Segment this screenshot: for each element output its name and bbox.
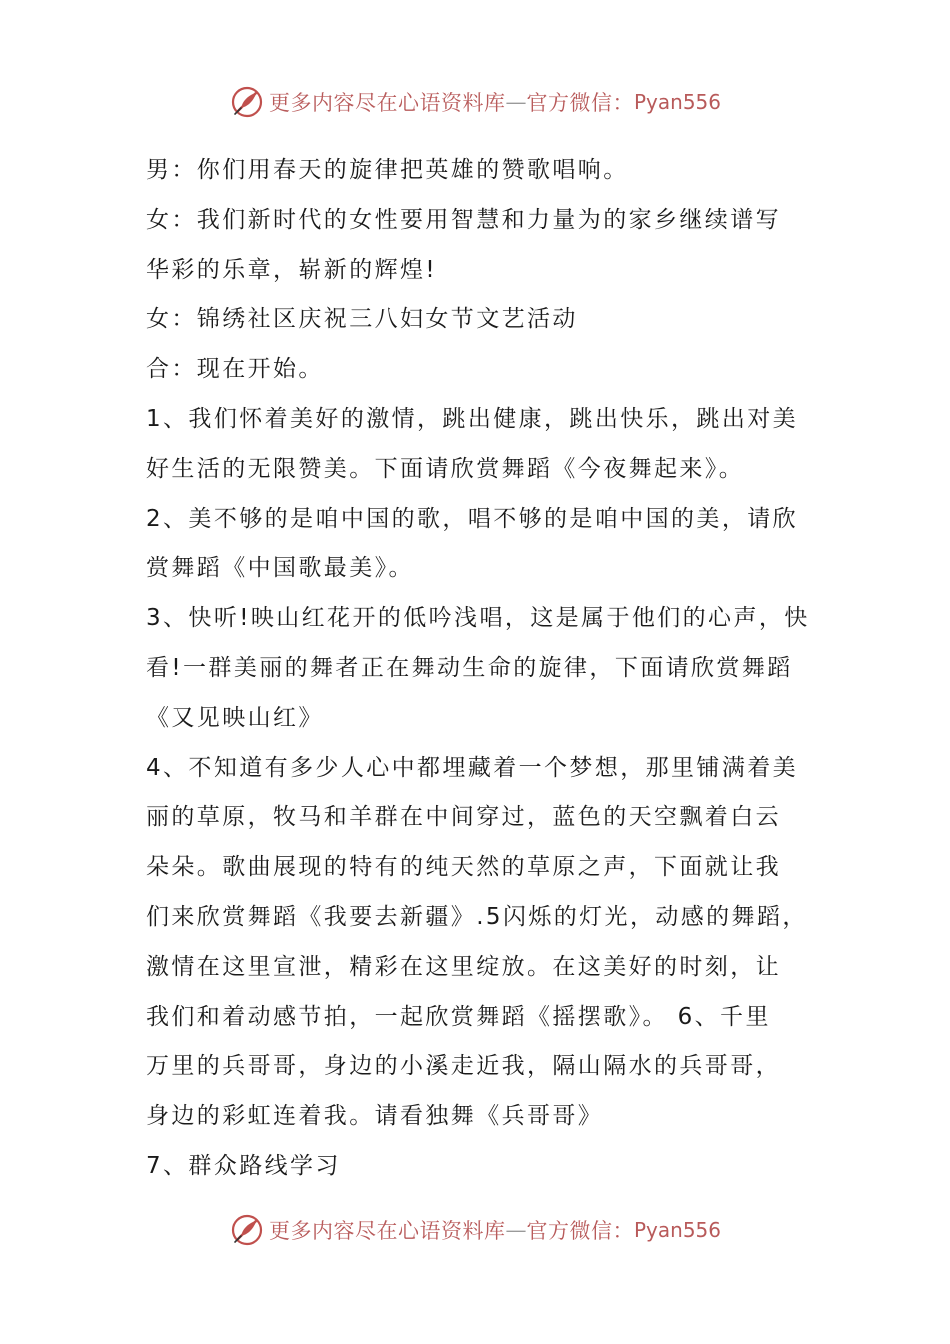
banner-label: 官方微信： [526, 91, 634, 115]
text-line: 我们和着动感节拍，一起欣赏舞蹈《摇摆歌》。 6、千里 [146, 1003, 771, 1030]
text-line: 好生活的无限赞美。下面请欣赏舞蹈《今夜舞起来》。 [146, 455, 745, 482]
text-line: 女：我们新时代的女性要用智慧和力量为的家乡继续谱写 [146, 206, 781, 233]
banner-separator: — [505, 1218, 527, 1242]
quill-logo-icon [229, 84, 265, 120]
banner-text: 更多内容尽在心语资料库 [268, 91, 506, 115]
header-banner [0, 82, 950, 122]
text-line: 合：现在开始。 [146, 356, 324, 383]
text-line: 4、不知道有多少人心中都埋藏着一个梦想，那里铺满着美 [146, 754, 799, 781]
text-line: 看!一群美丽的舞者正在舞动生命的旋律，下面请欣赏舞蹈 [146, 654, 793, 681]
text-line: 1、我们怀着美好的激情，跳出健康，跳出快乐，跳出对美 [146, 405, 799, 432]
text-line: 激情在这里宣泄，精彩在这里绽放。在这美好的时刻，让 [146, 953, 781, 980]
document-body [146, 146, 826, 1192]
text-line: 万里的兵哥哥，身边的小溪走近我，隔山隔水的兵哥哥， [146, 1053, 781, 1080]
text-line: 《又见映山红》 [146, 704, 324, 731]
quill-logo-icon [229, 1212, 265, 1248]
text-line: 朵朵。歌曲展现的特有的纯天然的草原之声，下面就让我 [146, 854, 781, 881]
banner-text: 更多内容尽在心语资料库 [268, 1219, 506, 1243]
text-line: 7、群众路线学习 [146, 1152, 341, 1179]
text-line: 赏舞蹈《中国歌最美》。 [146, 555, 414, 582]
text-line: 3、快听!映山红花开的低吟浅唱，这是属于他们的心声，快 [146, 605, 810, 632]
text-line: 2、美不够的是咱中国的歌，唱不够的是咱中国的美，请欣 [146, 505, 799, 532]
text-line: 女：锦绣社区庆祝三八妇女节文艺活动 [146, 306, 578, 333]
banner-separator: — [505, 90, 527, 114]
text-line: 们来欣赏舞蹈《我要去新疆》.5闪烁的灯光，动感的舞蹈， [146, 903, 808, 930]
footer-banner [0, 1210, 950, 1250]
banner-account: Pyan556 [633, 90, 721, 114]
text-line: 华彩的乐章，崭新的辉煌! [146, 256, 438, 283]
text-line: 身边的彩虹连着我。请看独舞《兵哥哥》 [146, 1103, 604, 1130]
text-line: 丽的草原，牧马和羊群在中间穿过，蓝色的天空飘着白云 [146, 804, 781, 831]
banner-label: 官方微信： [526, 1219, 634, 1243]
banner-account: Pyan556 [633, 1218, 721, 1242]
text-line: 男：你们用春天的旋律把英雄的赞歌唱响。 [146, 157, 629, 183]
